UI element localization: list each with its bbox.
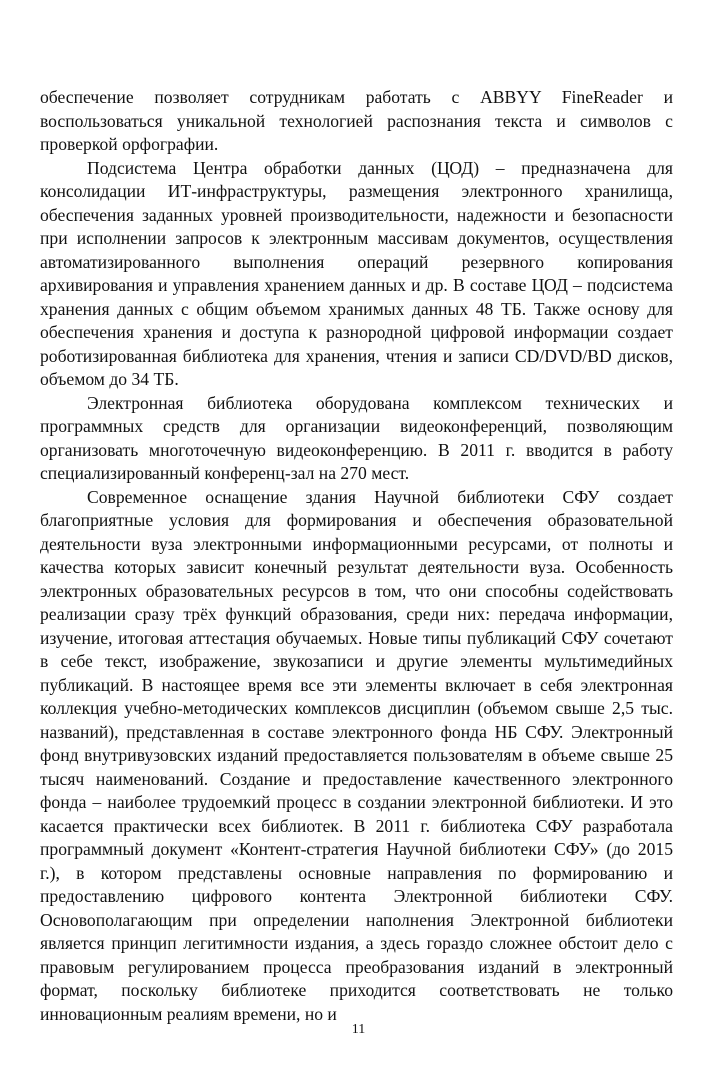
page-number: 11: [351, 1022, 366, 1037]
paragraph-videoconference: Электронная библиотека оборудована комплексом технических и программных средств для организации видеоконференций, позволяющим организовать многоточечную видеоконференцию. В 2011 г. вводится в работу специализированный конференц-зал на 270 мест.: [40, 392, 673, 483]
paragraph-electronic-resources: Современное оснащение здания Научной библиотеки СФУ создает благоприятные условия для формирования и обеспечения образовательной деятельности вуза электронными информационными ресурсами, от полноты и качества которых зависит конечный результат деятельности вуза. Особенность электронных образовательных ресурсов в том, что они способны содействовать реализации сразу трёх функций образования, среди них: передача информации, изучение, итоговая аттестация обучаемых. Новые типы публикаций СФУ сочетают в себе текст, изображение, звукозаписи и другие элементы мультимедийных публикаций. В настоящее время все эти элементы включает в себя электронная коллекция учебно-методических комплексов дисциплин (объемом свыше 2,5 тыс. названий), представленная в составе электронного фонда НБ СФУ. Электронный фонд внутривузовских изданий предоставляется пользователям в объеме свыше 25 тысяч наименований. Создание и предоставление качественного электронного фонда – наиболее трудоемкий процесс в создании электронной библиотеки. И это касается практически всех библиотек. В 2011 г. библиотека СФУ разработала программный документ «Контент-стратегия Научной библиотеки СФУ» (до 2015 г.), в котором представлены основные направления по формированию и предоставлению цифрового контента Электронной библиотеки СФУ. Основополагающим при определении наполнения Электронной библиотеки является принцип легитимности издания, а здесь гораздо сложнее обстоит дело с правовым регулированием процесса преобразования изданий в электронный формат, поскольку библиотеке приходится соответствовать не только инновационным реалиям времени, но и: [40, 486, 673, 1024]
paragraph-data-center: Подсистема Центра обработки данных (ЦОД) – предназначена для консолидации ИТ-инфраструктуры, размещения электронного хранилища, обеспечения заданных уровней производительности, надежности и безопасности при исполнении запросов к электронным массивам документов, осуществления автоматизированного выполнения операций резервного копирования архивирования и управления хранением данных и др. В составе ЦОД – подсистема хранения данных с общим объемом хранимых данных 48 ТБ. Также основу для обеспечения хранения и доступа к разнородной цифровой информации создает роботизированная библиотека для хранения, чтения и записи CD/DVD/BD дисков, объемом до 34 ТБ.: [40, 157, 673, 389]
body-text: [40, 86, 673, 1026]
paragraph-continuation: обеспечение позволяет сотрудникам работать с ABBYY FineReader и воспользоваться уникальной технологией распознания текста и символов с проверкой орфографии.: [40, 87, 673, 154]
